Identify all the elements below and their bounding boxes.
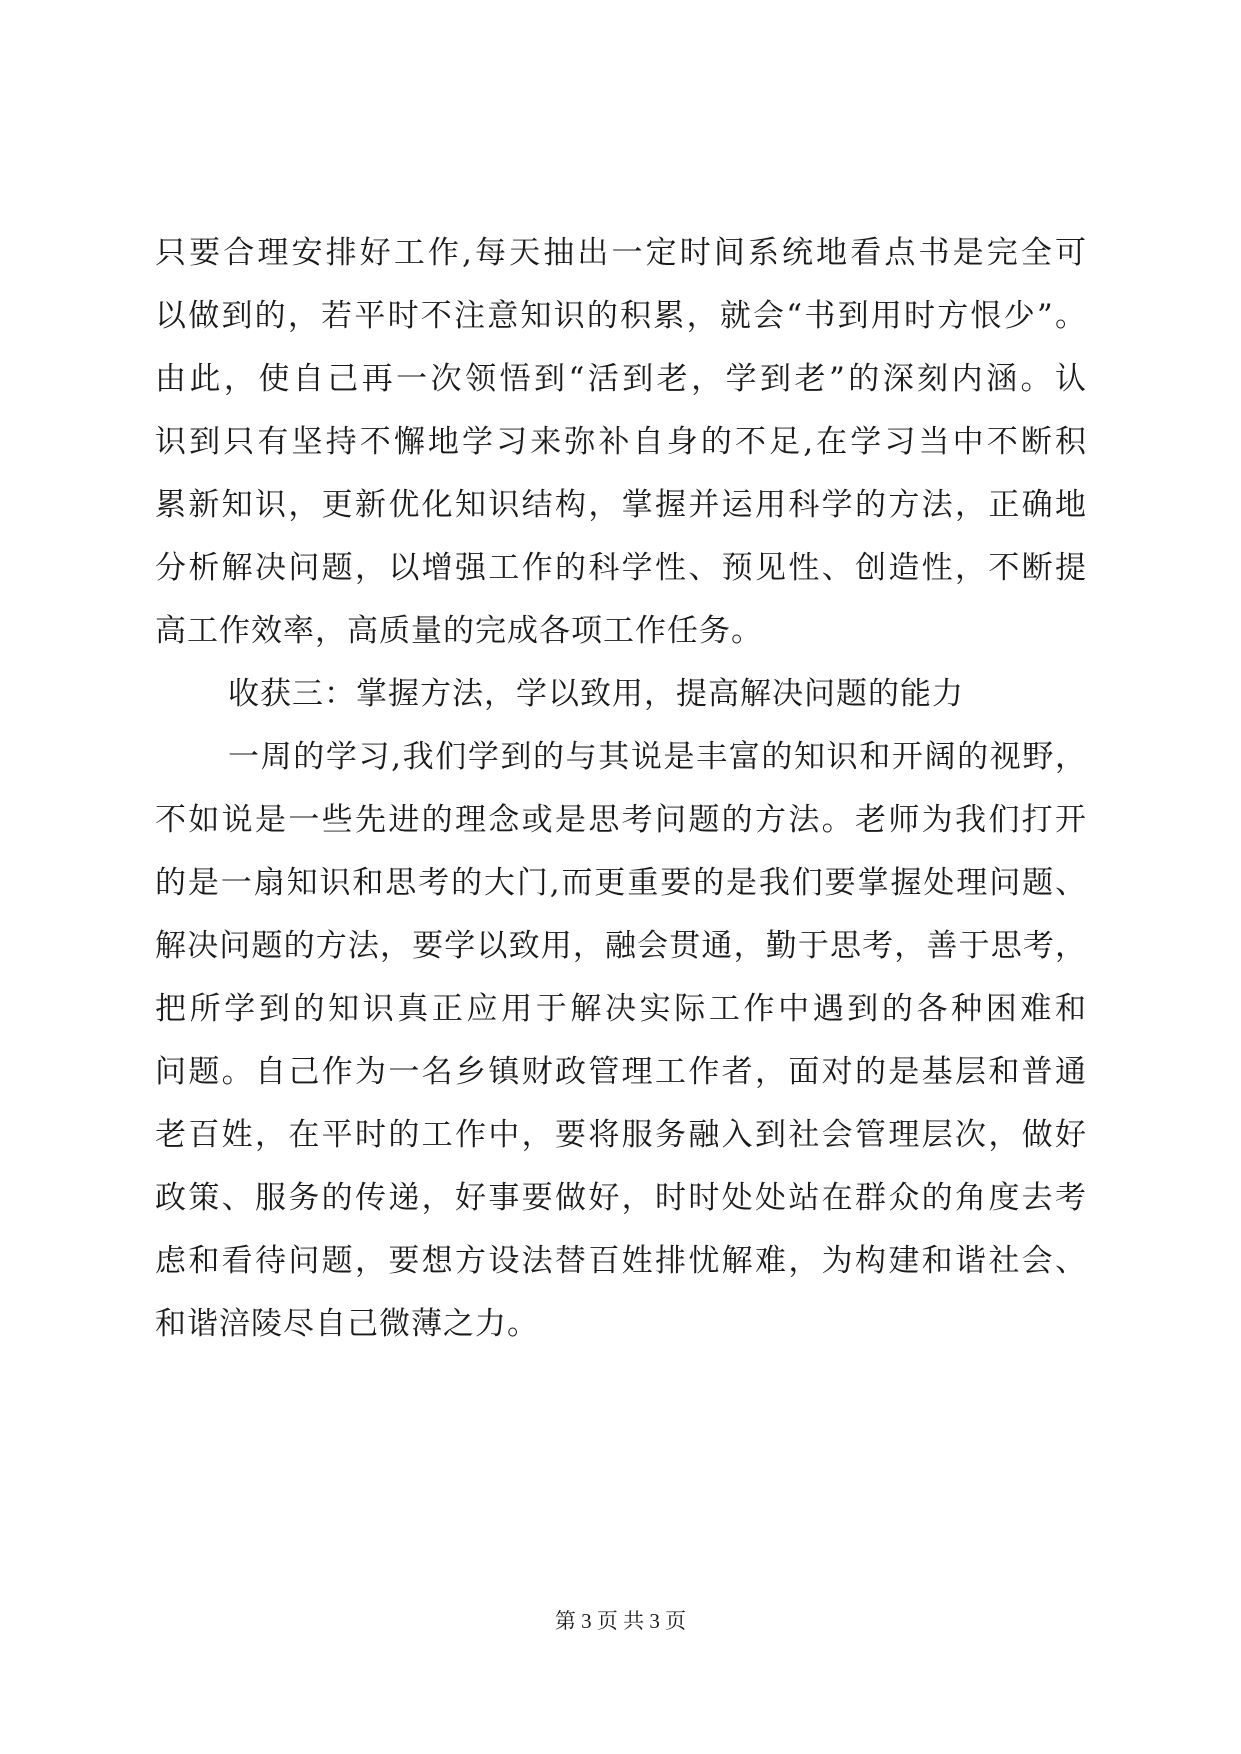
body-line: 以做到的，若平时不注意知识的积累，就会“书到用时方恨少”。 (155, 298, 1087, 334)
body-line: 把所学到的知识真正应用于解决实际工作中遇到的各种困难和 (155, 991, 1087, 1027)
body-line: 虑和看待问题，要想方设法替百姓排忧解难，为构建和谐社会、 (155, 1243, 1087, 1279)
body-line: 不如说是一些先进的理念或是思考问题的方法。老师为我们打开 (155, 802, 1087, 838)
body-line: 的是一扇知识和思考的大门,而更重要的是我们要掌握处理问题、 (155, 865, 1087, 901)
body-line: 累新知识，更新优化知识结构，掌握并运用科学的方法，正确地 (155, 487, 1087, 523)
document-body (155, 222, 1087, 1356)
body-line: 由此，使自己再一次领悟到“活到老，学到老”的深刻内涵。认 (155, 361, 1087, 397)
body-line: 老百姓，在平时的工作中，要将服务融入到社会管理层次，做好 (155, 1117, 1087, 1153)
section-heading: 收获三：掌握方法，学以致用，提高解决问题的能力 (228, 676, 964, 712)
body-line: 识到只有坚持不懈地学习来弥补自身的不足,在学习当中不断积 (155, 424, 1087, 460)
body-line: 只要合理安排好工作,每天抽出一定时间系统地看点书是完全可 (155, 235, 1087, 271)
body-line: 问题。自己作为一名乡镇财政管理工作者，面对的是基层和普通 (155, 1054, 1087, 1090)
page-number-footer: 第 3 页 共 3 页 (554, 1609, 687, 1633)
body-line: 政策、服务的传递，好事要做好，时时处处站在群众的角度去考 (155, 1180, 1087, 1216)
body-line: 一周的学习,我们学到的与其说是丰富的知识和开阔的视野， (228, 739, 1087, 775)
body-line: 分析解决问题，以增强工作的科学性、预见性、创造性，不断提 (155, 550, 1087, 586)
body-line: 高工作效率，高质量的完成各项工作任务。 (155, 613, 763, 649)
body-line: 解决问题的方法，要学以致用，融会贯通，勤于思考，善于思考， (155, 928, 1087, 964)
body-line: 和谐涪陵尽自己微薄之力。 (155, 1306, 539, 1342)
